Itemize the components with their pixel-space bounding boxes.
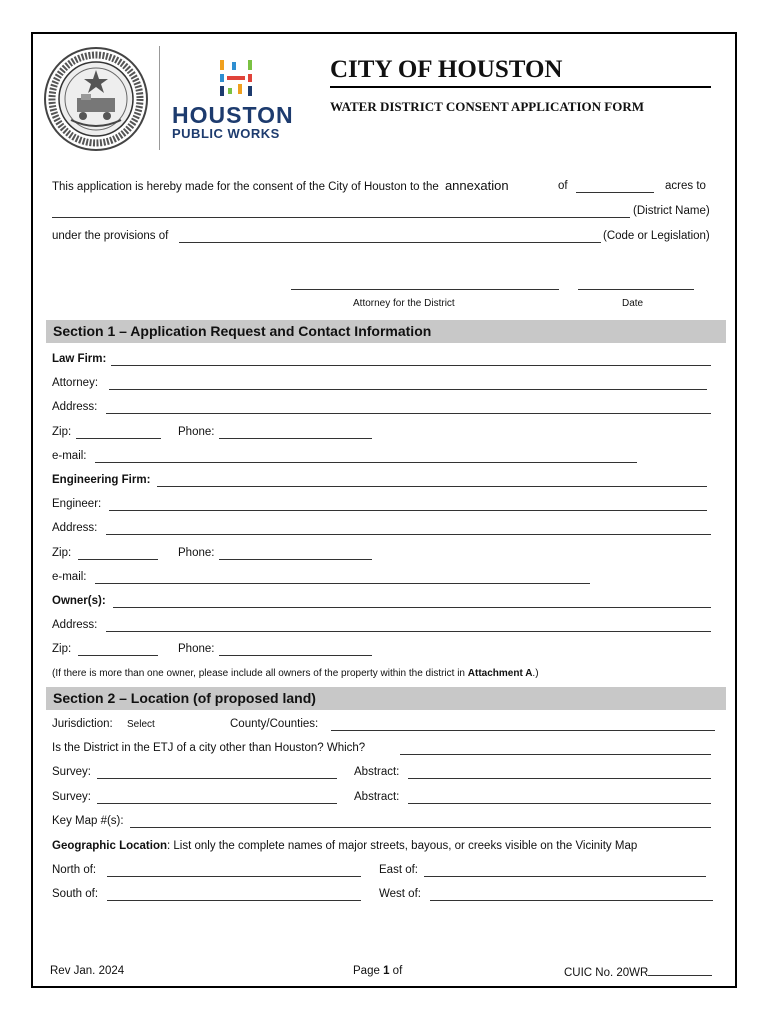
phone-label: Phone:: [178, 426, 215, 438]
attorney-field[interactable]: [109, 378, 707, 390]
engineer-email-label: e-mail:: [52, 571, 87, 583]
zip-field[interactable]: [76, 427, 161, 439]
title-underline: [330, 86, 711, 88]
owner-zip-label: Zip:: [52, 643, 72, 655]
engineer-email-field[interactable]: [95, 572, 590, 584]
section-1-heading: Section 1 – Application Request and Contact Information: [46, 320, 726, 343]
north-field[interactable]: [107, 865, 361, 877]
county-label: County/Counties:: [230, 718, 319, 730]
intro-text: This application is hereby made for the consent of the City of Houston to the: [52, 181, 439, 193]
engineer-address-field[interactable]: [106, 523, 711, 535]
attorney-signature-label: Attorney for the District: [353, 298, 455, 309]
engineering-firm-field[interactable]: [157, 475, 707, 487]
survey-field-1[interactable]: [97, 767, 337, 779]
jurisdiction-label: Jurisdiction:: [52, 718, 113, 730]
abstract-label-1: Abstract:: [354, 766, 400, 778]
logo-subword: PUBLIC WORKS: [172, 126, 280, 141]
abstract-field-2[interactable]: [408, 792, 711, 804]
page-number: Page 1 of: [353, 965, 403, 977]
east-label: East of:: [379, 864, 418, 876]
address-field[interactable]: [106, 402, 711, 414]
jurisdiction-select[interactable]: Select: [127, 719, 155, 730]
east-field[interactable]: [424, 865, 706, 877]
owner-address-label: Address:: [52, 619, 98, 631]
signature-date-label: Date: [622, 298, 644, 309]
etj-label: Is the District in the ETJ of a city other than Houston? Which?: [52, 742, 366, 754]
keymap-label: Key Map #(s):: [52, 815, 124, 827]
city-seal: [43, 46, 149, 152]
south-label: South of:: [52, 888, 99, 900]
county-field[interactable]: [331, 719, 715, 731]
section-2-heading: Section 2 – Location (of proposed land): [46, 687, 726, 710]
engineer-zip-label: Zip:: [52, 547, 72, 559]
west-field[interactable]: [430, 889, 713, 901]
owner-phone-field[interactable]: [219, 644, 372, 656]
owner-phone-label: Phone:: [178, 643, 215, 655]
signature-date-field[interactable]: [578, 278, 694, 290]
survey-label-1: Survey:: [52, 766, 91, 778]
logo-word: HOUSTON: [172, 102, 294, 128]
survey-field-2[interactable]: [97, 792, 337, 804]
provisions-label: under the provisions of: [52, 230, 169, 242]
south-field[interactable]: [107, 889, 361, 901]
address-label: Address:: [52, 401, 98, 413]
action-select[interactable]: annexation: [444, 178, 509, 193]
revision-date: Rev Jan. 2024: [50, 965, 125, 977]
geographic-location-label: Geographic Location: List only the complete names of major streets, bayous, or creeks visible on the Vicinity Map: [52, 840, 638, 852]
north-label: North of:: [52, 864, 97, 876]
email-field[interactable]: [95, 451, 637, 463]
form-page: [31, 32, 737, 988]
provisions-field[interactable]: [179, 231, 601, 243]
engineer-zip-field[interactable]: [78, 548, 158, 560]
west-label: West of:: [379, 888, 421, 900]
email-label: e-mail:: [52, 450, 87, 462]
page-title: CITY OF HOUSTON: [330, 56, 563, 83]
attorney-signature-field[interactable]: [291, 278, 559, 290]
engineering-firm-label: Engineering Firm:: [52, 474, 151, 486]
district-name-field[interactable]: [52, 206, 630, 218]
engineer-phone-field[interactable]: [219, 548, 372, 560]
zip-label: Zip:: [52, 426, 72, 438]
abstract-label-2: Abstract:: [354, 791, 400, 803]
engineer-address-label: Address:: [52, 522, 98, 534]
law-firm-label: Law Firm:: [52, 353, 107, 365]
cuic-field[interactable]: [648, 964, 712, 976]
acres-field[interactable]: [576, 181, 654, 193]
intro-of: of: [558, 180, 568, 192]
engineer-label: Engineer:: [52, 498, 102, 510]
cuic-number: CUIC No. 20WR: [564, 964, 712, 980]
owners-note: (If there is more than one owner, please include all owners of the property within the district in Attachment A.): [52, 668, 539, 679]
etj-field[interactable]: [400, 743, 711, 755]
owner-address-field[interactable]: [106, 620, 711, 632]
page-subtitle: WATER DISTRICT CONSENT APPLICATION FORM: [330, 99, 644, 114]
code-label: (Code or Legislation): [603, 230, 710, 242]
survey-label-2: Survey:: [52, 791, 91, 803]
law-firm-field[interactable]: [111, 354, 711, 366]
district-name-label: (District Name): [633, 205, 710, 217]
houston-h-logo-icon: [218, 58, 254, 98]
engineer-phone-label: Phone:: [178, 547, 215, 559]
owners-label: Owner(s):: [52, 595, 106, 607]
intro-line-1: [52, 179, 509, 194]
phone-field[interactable]: [219, 427, 372, 439]
owners-field[interactable]: [113, 596, 711, 608]
abstract-field-1[interactable]: [408, 767, 711, 779]
logo-divider: [159, 46, 160, 150]
intro-acres: acres to: [665, 180, 706, 192]
keymap-field[interactable]: [130, 816, 711, 828]
engineer-field[interactable]: [109, 499, 707, 511]
attorney-label: Attorney:: [52, 377, 99, 389]
owner-zip-field[interactable]: [78, 644, 158, 656]
